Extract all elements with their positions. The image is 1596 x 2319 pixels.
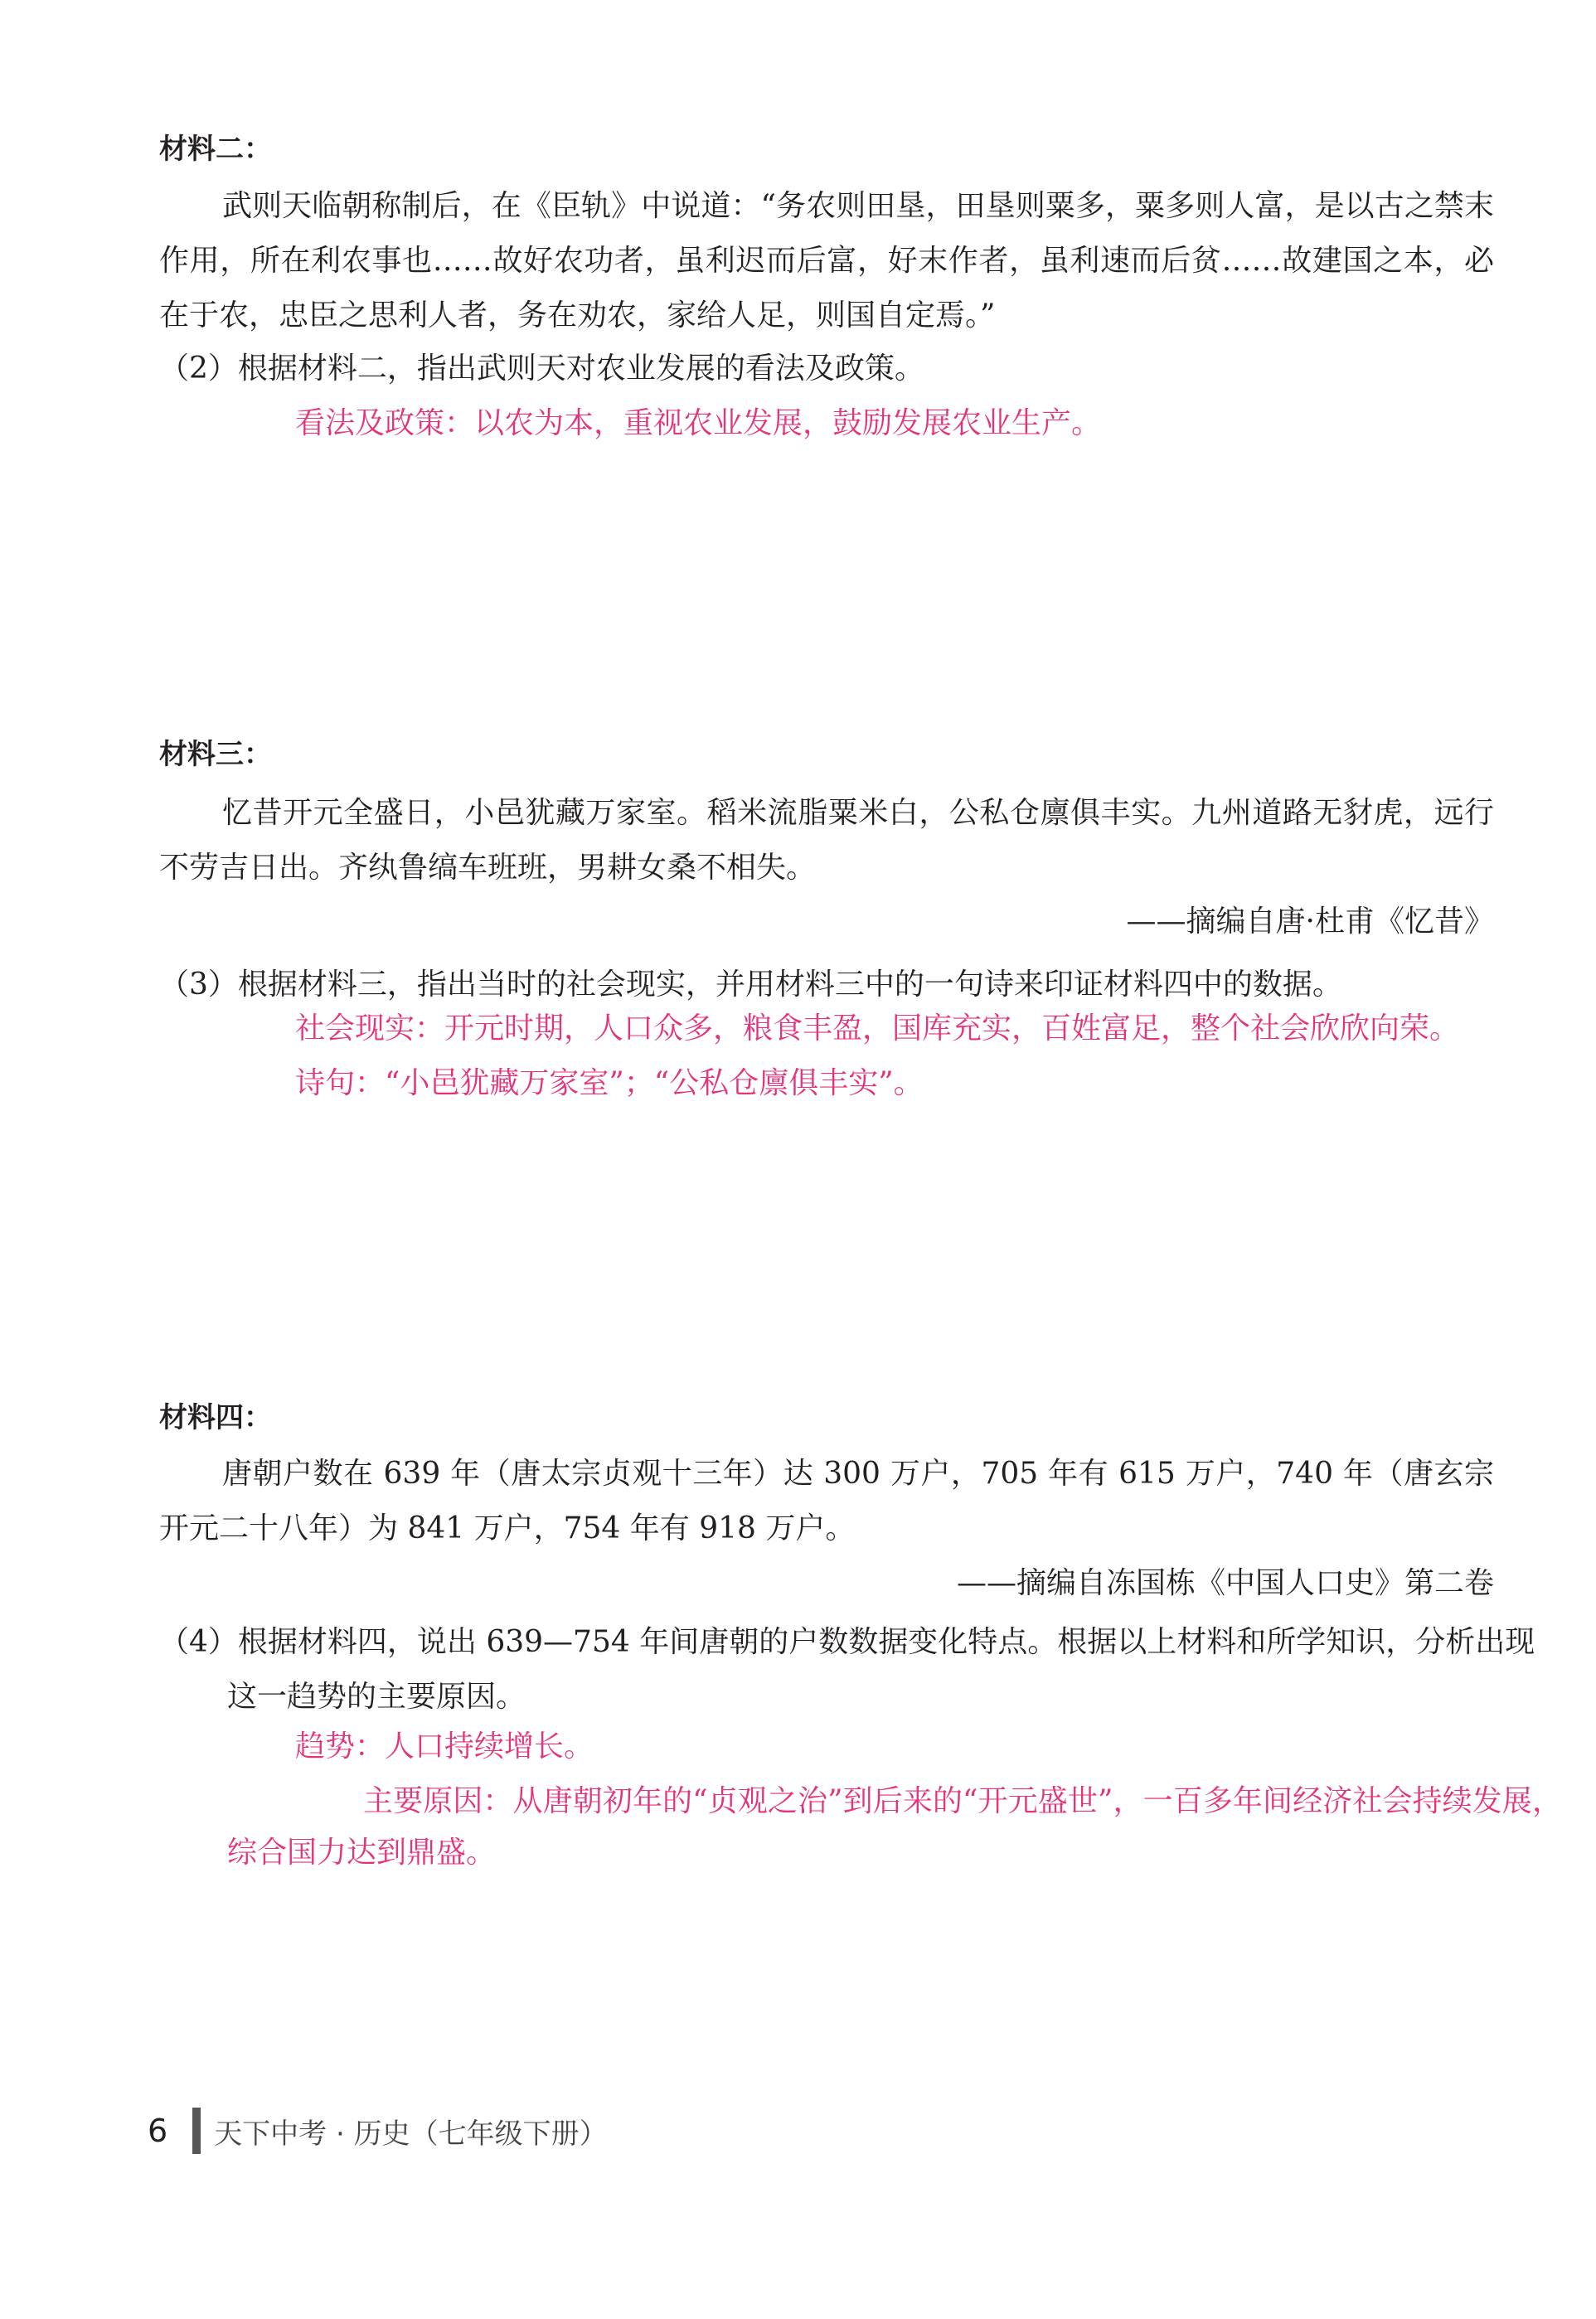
material-2-heading: 材料二： (159, 133, 272, 166)
answer-3-poem: 诗句：“小邑犹藏万家室”；“公私仓廪俱丰实”。 (295, 1066, 924, 1100)
material-2-text: 武则天临朝称制后，在《臣轨》中说道：“务农则田垦，田垦则粟多，粟多则人富，是以古之禁末作用，所在利农事也……故好农功者，虽利迟而后富，好末作者，虽利速而后贫……故建国之本，必在于农，忠臣之思利人者，务在劝农，家给人足，则国自定焉。” (159, 189, 1494, 332)
answer-4-trend: 趋势：人口持续增长。 (295, 1730, 594, 1764)
question-4: （4）根据材料四，说出 639—754 年间唐朝的户数数据变化特点。根据以上材料和所学知识，分析出现这一趋势的主要原因。 (159, 1625, 1535, 1714)
book-title: 天下中考 · 历史（七年级下册） (214, 2117, 608, 2151)
material-4-source: ——摘编自冻国栋《中国人口史》第二卷 (956, 1566, 1494, 1600)
page-number: 6 (148, 2113, 168, 2149)
answer-2: 看法及政策：以农为本，重视农业发展，鼓励发展农业生产。 (295, 406, 1102, 440)
answer-4-reason: 主要原因：从唐朝初年的“贞观之治”到后来的“开元盛世”，一百多年间经济社会持续发展，综合国力达到鼎盛。 (227, 1784, 1562, 1870)
answer-3-reality: 社会现实：开元时期，人口众多，粮食丰盈，国库充实，百姓富足，整个社会欣欣向荣。 (295, 1012, 1460, 1045)
material-4-heading: 材料四： (159, 1401, 272, 1434)
question-2: （2）根据材料二，指出武则天对农业发展的看法及政策。 (159, 352, 924, 386)
material-3-source: ——摘编自唐·杜甫《忆昔》 (1126, 905, 1494, 939)
material-3-heading: 材料三： (159, 738, 272, 771)
question-3: （3）根据材料三，指出当时的社会现实，并用材料三中的一句诗来印证材料四中的数据。 (159, 968, 1342, 1002)
material-3-text: 忆昔开元全盛日，小邑犹藏万家室。稻米流脂粟米白，公私仓廪俱丰实。九州道路无豺虎，远行不劳吉日出。齐纨鲁缟车班班，男耕女桑不相失。 (159, 796, 1494, 885)
material-4-text: 唐朝户数在 639 年（唐太宗贞观十三年）达 300 万户，705 年有 615 万户，740 年（唐玄宗开元二十八年）为 841 万户，754 年有 918 万户。 (159, 1457, 1494, 1545)
footer-divider (192, 2108, 201, 2154)
page-footer (148, 2106, 608, 2156)
